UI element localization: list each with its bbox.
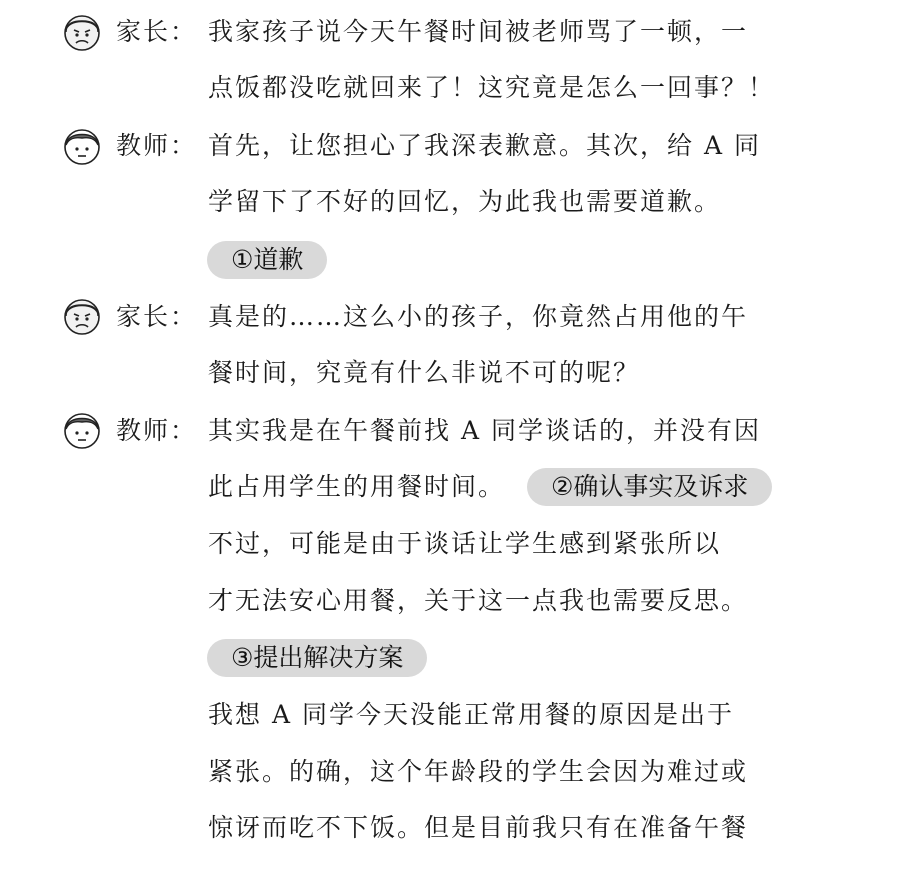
tag-solution: ③提出解决方案 [207, 639, 427, 677]
dialogue-line: 才无法安心用餐，关于这一点我也需要反思。 [208, 586, 749, 615]
dialogue-line: 学留下了不好的回忆，为此我也需要道歉。 [208, 187, 722, 216]
speaker-label-teacher: 教师： [116, 131, 198, 160]
dialogue-line: 我家孩子说今天午餐时间被老师骂了一顿，一 [208, 17, 749, 46]
dialogue-line: 首先，让您担心了我深表歉意。其次，给 A 同 [208, 131, 761, 160]
dialogue-line: 我想 A 同学今天没能正常用餐的原因是出于 [208, 700, 734, 729]
angry-parent-face-icon [62, 296, 102, 336]
dialogue-line: 点饭都没吃就回来了！这究竟是怎么一回事？！ [208, 73, 776, 102]
tag-apology: ①道歉 [207, 241, 327, 279]
dialogue-line: 真是的……这么小的孩子，你竟然占用他的午 [208, 302, 749, 331]
angry-parent-face-icon [62, 12, 102, 52]
speaker-label-parent: 家长： [116, 17, 198, 46]
dialogue-line: 餐时间，究竟有什么非说不可的呢？ [208, 358, 641, 387]
dialogue-line: 其实我是在午餐前找 A 同学谈话的，并没有因 [208, 416, 761, 445]
dialogue-line: 惊讶而吃不下饭。但是目前我只有在准备午餐 [208, 813, 749, 842]
dialogue-line: 不过，可能是由于谈话让学生感到紧张所以 [208, 529, 722, 558]
speaker-label-parent: 家长： [116, 302, 198, 331]
teacher-face-icon [62, 410, 102, 450]
teacher-face-icon [62, 126, 102, 166]
dialogue-line: 此占用学生的用餐时间。 [208, 472, 506, 501]
tag-confirm-facts: ②确认事实及诉求 [527, 468, 772, 506]
speaker-label-teacher: 教师： [116, 416, 198, 445]
dialogue-line: 紧张。的确，这个年龄段的学生会因为难过或 [208, 757, 749, 786]
